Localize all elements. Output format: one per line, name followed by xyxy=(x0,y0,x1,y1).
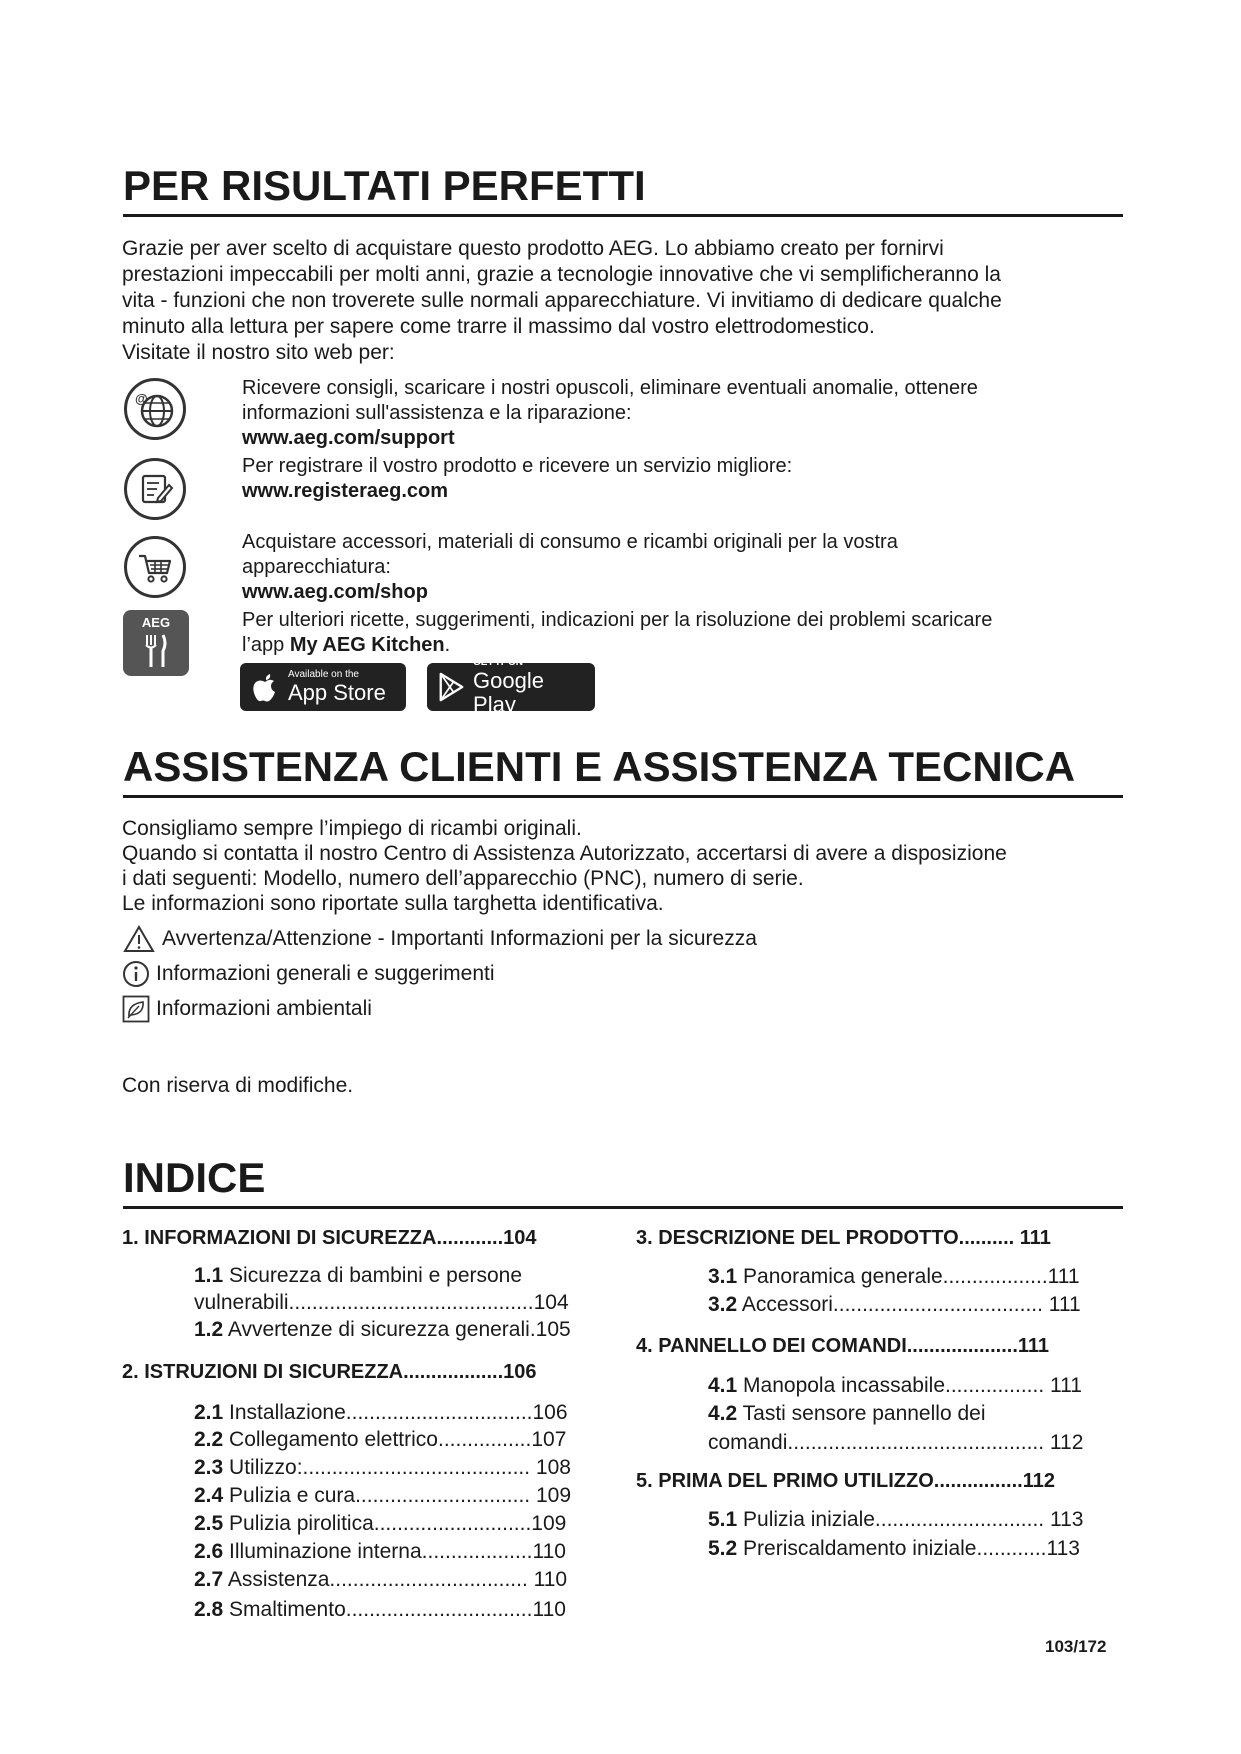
toc-item-1-1-cont[interactable]: vulnerabili..........................................104 xyxy=(194,1291,569,1314)
toc-item-2-1[interactable] xyxy=(194,1399,568,1426)
toc-item-3-2[interactable] xyxy=(708,1291,1081,1318)
section-title-risultati: PER RISULTATI PERFETTI xyxy=(123,160,1123,217)
toc-text: Sicurezza di bambini e persone xyxy=(223,1264,523,1287)
toc-num: 2.1 xyxy=(194,1401,224,1424)
toc-num: 1.2 xyxy=(194,1318,224,1341)
legend-info xyxy=(122,960,495,988)
toc-text: Panoramica generale..................111 xyxy=(737,1265,1080,1288)
toc-chapter-3[interactable]: 3. DESCRIZIONE DEL PRODOTTO.......... 111 xyxy=(636,1227,1051,1249)
app-text-prefix: l’app xyxy=(242,634,290,656)
toc-item-4-2-cont[interactable]: comandi............................................ 112 xyxy=(708,1431,1084,1454)
assistenza-paragraph xyxy=(122,816,1132,916)
toc-num: 3.1 xyxy=(708,1265,738,1288)
toc-item-2-2[interactable] xyxy=(194,1426,566,1453)
aeg-logo-text: AEG xyxy=(141,615,171,630)
toc-item-4-1[interactable] xyxy=(708,1372,1082,1399)
toc-chapter-1[interactable]: 1. INFORMAZIONI DI SICUREZZA............104 xyxy=(122,1227,537,1249)
svg-text:@: @ xyxy=(135,391,148,406)
assistenza-line: Le informazioni sono riportate sulla targhetta identificativa. xyxy=(122,892,664,915)
page-number: 103/172 xyxy=(1045,1637,1107,1656)
toc-text: Installazione................................106 xyxy=(223,1401,568,1424)
intro-line: Grazie per aver scelto di acquistare questo prodotto AEG. Lo abbiamo creato per fornirvi xyxy=(122,237,944,260)
play-icon xyxy=(437,671,465,703)
app-text-suffix: . xyxy=(444,634,451,656)
toc-num: 5.2 xyxy=(708,1537,738,1560)
toc-text: Illuminazione interna...................110 xyxy=(223,1540,566,1563)
apple-icon xyxy=(250,670,280,704)
toc-item-5-2[interactable] xyxy=(708,1535,1080,1562)
warning-icon xyxy=(122,925,156,953)
toc-num: 2.5 xyxy=(194,1512,224,1535)
toc-text: Collegamento elettrico................107 xyxy=(223,1428,567,1451)
google-play-label: Google Play xyxy=(473,668,544,717)
legend-warning xyxy=(122,925,757,953)
support-block xyxy=(242,376,1122,451)
legend-env-text: Informazioni ambientali xyxy=(156,997,372,1020)
support-text: informazioni sull'assistenza e la riparazione: xyxy=(242,402,632,424)
cart-icon xyxy=(124,536,186,598)
support-link[interactable]: www.aeg.com/support xyxy=(242,427,455,449)
cutlery-icon xyxy=(141,633,171,669)
toc-item-3-1[interactable] xyxy=(708,1263,1080,1290)
assistenza-line: i dati seguenti: Modello, numero dell’apparecchio (PNC), numero di serie. xyxy=(122,867,804,890)
toc-chapter-5[interactable]: 5. PRIMA DEL PRIMO UTILIZZO................112 xyxy=(636,1470,1055,1492)
shop-block xyxy=(242,530,1122,605)
intro-paragraph xyxy=(122,236,1122,366)
aeg-app-icon xyxy=(123,610,189,676)
toc-item-2-3[interactable] xyxy=(194,1454,571,1481)
toc-text: Accessori.................................... 111 xyxy=(737,1293,1081,1316)
toc-num: 2.3 xyxy=(194,1456,224,1479)
intro-line: prestazioni impeccabili per molti anni, grazie a tecnologie innovative che vi semplificheranno la xyxy=(122,263,1001,286)
app-store-badge[interactable] xyxy=(240,663,406,711)
toc-num: 2.4 xyxy=(194,1484,224,1507)
toc-chapter-4[interactable]: 4. PANNELLO DEI COMANDI....................111 xyxy=(636,1335,1050,1357)
legend-warning-text: Avvertenza/Attenzione - Importanti Informazioni per la sicurezza xyxy=(162,927,757,950)
section-title-assistenza: ASSISTENZA CLIENTI E ASSISTENZA TECNICA xyxy=(123,741,1123,798)
register-text: Per registrare il vostro prodotto e ricevere un servizio migliore: xyxy=(242,455,793,477)
toc-item-1-2[interactable] xyxy=(194,1316,571,1343)
toc-text: Manopola incassabile................. 111 xyxy=(737,1374,1082,1397)
shop-text: apparecchiatura: xyxy=(242,556,391,578)
toc-num: 4.1 xyxy=(708,1374,738,1397)
app-name: My AEG Kitchen xyxy=(289,634,445,656)
toc-item-2-6[interactable] xyxy=(194,1538,566,1565)
toc-num: 5.1 xyxy=(708,1508,738,1531)
toc-text: Pulizia e cura.............................. 109 xyxy=(223,1484,572,1507)
toc-text: Pulizia iniziale............................. 113 xyxy=(737,1508,1084,1531)
google-play-small: GET IT ON xyxy=(473,657,524,668)
toc-item-2-5[interactable] xyxy=(194,1510,566,1537)
toc-text: Pulizia pirolitica...........................109 xyxy=(223,1512,567,1535)
toc-text: Avvertenze di sicurezza generali.105 xyxy=(223,1318,571,1341)
globe-icon xyxy=(124,378,186,440)
toc-num: 2.7 xyxy=(194,1568,224,1591)
toc-item-5-1[interactable] xyxy=(708,1506,1083,1533)
toc-num: 2.6 xyxy=(194,1540,224,1563)
app-store-label: App Store xyxy=(288,680,386,705)
shop-link[interactable]: www.aeg.com/shop xyxy=(242,581,428,603)
toc-num: 2.2 xyxy=(194,1428,224,1451)
register-link[interactable]: www.registeraeg.com xyxy=(242,480,448,502)
toc-text: Tasti sensore pannello dei xyxy=(737,1402,986,1425)
toc-num: 2.8 xyxy=(194,1598,224,1621)
toc-item-1-1[interactable] xyxy=(194,1262,522,1289)
toc-text: Assistenza.................................. 110 xyxy=(223,1568,568,1591)
toc-num: 3.2 xyxy=(708,1293,738,1316)
leaf-icon xyxy=(122,995,150,1023)
register-icon xyxy=(124,458,186,520)
legend-info-text: Informazioni generali e suggerimenti xyxy=(156,962,495,985)
assistenza-line: Consigliamo sempre l’impiego di ricambi originali. xyxy=(122,817,582,840)
toc-item-2-8[interactable] xyxy=(194,1596,566,1623)
toc-item-2-4[interactable] xyxy=(194,1482,571,1509)
toc-item-4-2[interactable] xyxy=(708,1400,985,1427)
legend-env xyxy=(122,995,372,1023)
intro-line: minuto alla lettura per sapere come trarre il massimo dal vostro elettrodomestico. xyxy=(122,315,875,338)
app-text: Per ulteriori ricette, suggerimenti, indicazioni per la risoluzione dei problemi scaricare xyxy=(242,609,993,631)
toc-num: 1.1 xyxy=(194,1264,224,1287)
toc-text: Smaltimento................................110 xyxy=(223,1598,566,1621)
toc-text: Preriscaldamento iniziale............113 xyxy=(737,1537,1080,1560)
google-play-badge[interactable] xyxy=(427,657,595,717)
assistenza-line: Quando si contatta il nostro Centro di Assistenza Autorizzato, accertarsi di avere a disposizione xyxy=(122,842,1007,865)
app-store-small: Available on the xyxy=(288,669,359,680)
toc-chapter-2[interactable]: 2. ISTRUZIONI DI SICUREZZA..................106 xyxy=(122,1361,537,1383)
support-text: Ricevere consigli, scaricare i nostri opuscoli, eliminare eventuali anomalie, ottenere xyxy=(242,377,978,399)
toc-text: Utilizzo:....................................... 108 xyxy=(223,1456,571,1479)
intro-line: Visitate il nostro sito web per: xyxy=(122,341,395,364)
toc-num: 4.2 xyxy=(708,1402,738,1425)
intro-line: vita - funzioni che non troverete sulle normali apparecchiature. Vi invitiamo di dedicare qualche xyxy=(122,289,1002,312)
shop-text: Acquistare accessori, materiali di consumo e ricambi originali per la vostra xyxy=(242,531,898,553)
app-block xyxy=(242,608,1122,658)
toc-item-2-7[interactable] xyxy=(194,1566,567,1593)
section-title-indice: INDICE xyxy=(123,1152,1123,1209)
register-block xyxy=(242,454,1122,504)
disclaimer: Con riserva di modifiche. xyxy=(122,1074,354,1097)
info-icon xyxy=(122,960,150,988)
